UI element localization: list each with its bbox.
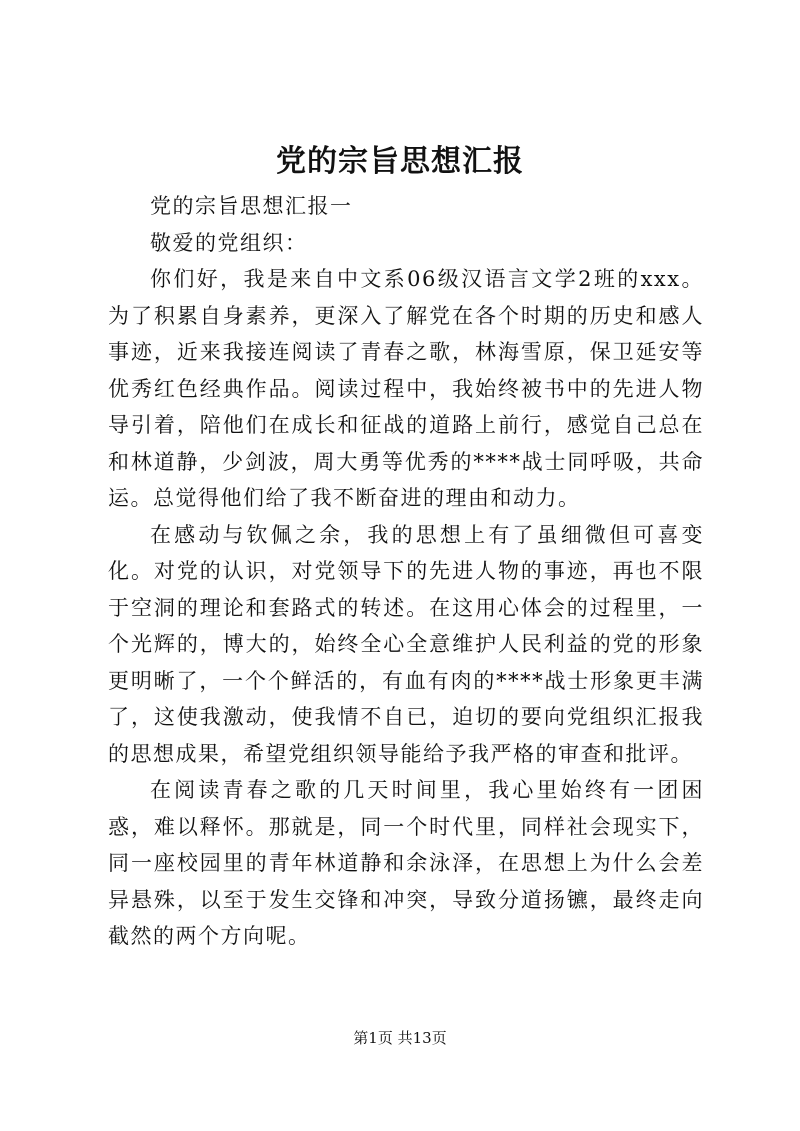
section-heading: 党的宗旨思想汇报一 xyxy=(150,194,353,218)
body-paragraph: 你们好，我是来自中文系06级汉语言文学2班的xxx。为了积累自身素养，更深入了解党在各个时期的历史和感人事迹，近来我接连阅读了青春之歌，林海雪原，保卫延安等优秀红色经典作品。阅读过程中，我始终被书中的先进人物导引着，陪他们在成长和征战的道路上前行，感觉自己总在和林道静，少剑波，周大勇等优秀的****战士同呼吸，共命运。总觉得他们给了我不断奋进的理由和动力。 xyxy=(108,267,704,510)
salutation: 敬爱的党组织： xyxy=(150,230,308,255)
document-title: 党的宗旨思想汇报 xyxy=(276,144,524,179)
body-paragraph: 在阅读青春之歌的几天时间里，我心里始终有一团困惑，难以释怀。那就是，同一个时代里，同样社会现实下，同一座校园里的青年林道静和余泳泽，在思想上为什么会差异悬殊，以至于发生交锋和冲突，导致分道扬镳，最终走向截然的两个方向呢。 xyxy=(108,778,704,948)
body-paragraph: 在感动与钦佩之余，我的思想上有了虽细微但可喜变化。对党的认识，对党领导下的先进人物的事迹，再也不限于空洞的理论和套路式的转述。在这用心体会的过程里，一个光辉的，博大的，始终全心全意维护人民利益的党的形象更明晰了，一个个鲜活的，有血有肉的****战士形象更丰满了，这使我激动，使我情不自已，迫切的要向党组织汇报我的思想成果，希望党组织领导能给予我严格的审查和批评。 xyxy=(108,522,704,766)
document-body xyxy=(108,188,704,955)
page-number-footer: 第1页 共13页 xyxy=(353,1029,447,1047)
